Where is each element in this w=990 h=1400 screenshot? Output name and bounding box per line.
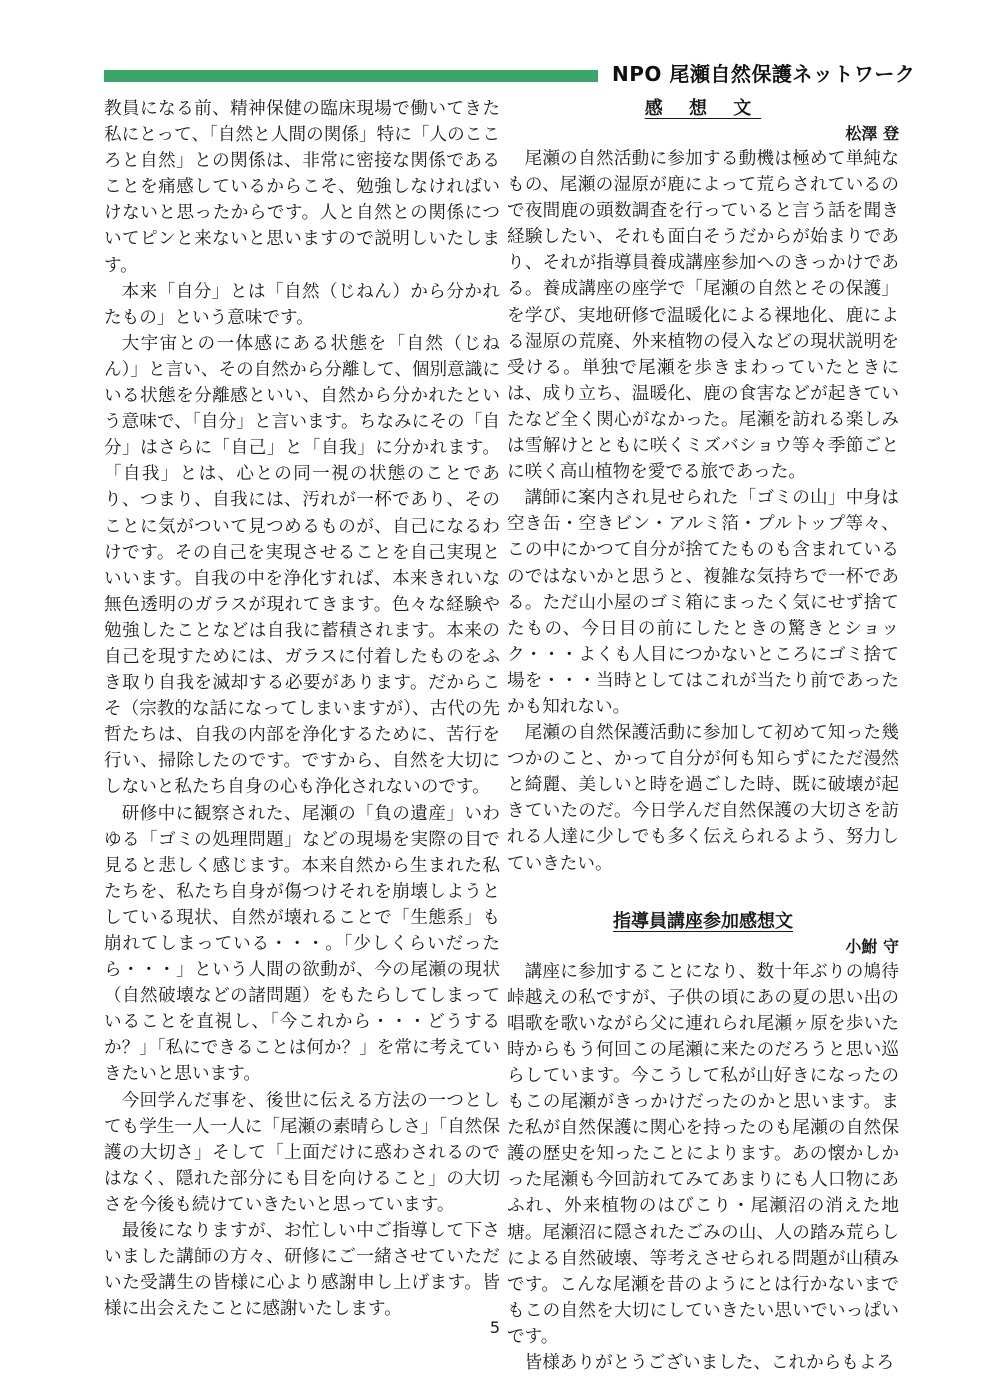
newsletter-title: NPO 尾瀬自然保護ネットワーク (612, 62, 916, 86)
left-paragraph-2: 本来「自分」とは「自然（じねん）から分かれたもの」という意味です。 (104, 281, 500, 328)
left-column (104, 96, 500, 1322)
essay2-title: 指導員講座参加感想文 (613, 910, 793, 932)
section-spacer (507, 877, 899, 909)
header-rule (104, 70, 598, 82)
essay1-title: 感 想 文 (644, 98, 762, 119)
left-paragraph-5: 今回学んだ事を、後世に伝える方法の一つとしても学生一人一人に「尾瀬の素晴らしさ」「自然保護の大切さ」そして「上面だけに惑わされるのではなく、隠れた部分にも目を向けること」の大切さを今後も続けていきたいと思っています。 (104, 1090, 500, 1215)
left-paragraph-6: 最後になりますが、お忙しい中ご指導して下さいました講師の方々、研修にご一緒させていただいた受講生の皆様に心より感謝申し上げます。皆様に出会えたことに感謝いたします。 (104, 1221, 500, 1320)
essay2-paragraph-1: 講座に参加することになり、数十年ぶりの鳩待峠越えの私ですが、子供の頃にあの夏の思い出の唱歌を歌いながら父に連れられ尾瀬ヶ原を歩いた時からもう何回この尾瀬に来たのだろうと思い巡らしています。今こうして私が山好きになったのもこの尾瀬がきっかけだったのかと思います。また私が自然保護に関心を持ったのも尾瀬の自然保護の歴史を知ったことによります。あの懐かしかった尾瀬も今回訪れてみてあまりにも人口物にあふれ、外来植物のはびこり・尾瀬沼の消えた地塘。尾瀬沼に隠されたごみの山、人の踏み荒らしによる自然破壊、等考えさせられる問題が山積みです。こんな尾瀬を昔のようにとは行かないまでもこの自然を大切にしていきたい思いでいっぱいです。 (507, 961, 899, 1347)
essay1-paragraph-1: 尾瀬の自然活動に参加する動機は極めて単純なもの、尾瀬の湿原が鹿によって荒らされているので夜間鹿の頭数調査を行っていると言う話を聞き経験したい、それも面白そうだからが始まりであり、それが指導員養成講座参加へのきっかけである。養成講座の座学で「尾瀬の自然とその保護」を学び、実地研修で温暖化による裸地化、鹿による湿原の荒廃、外来植物の侵入などの現状説明を受ける。単独で尾瀬を歩きまわっていたときには、成り立ち、温暖化、鹿の食害などが起きていたなど全く関心がなかった。尾瀬を訪れる楽しみは雪解けとともに咲くミズバショウ等々季節ごとに咲く高山植物を愛でる旅であった。 (507, 149, 899, 483)
left-paragraph-3: 大宇宙との一体感にある状態を「自然（じねん）」と言い、その自然から分離して、個別意識にいる状態を分離感といい、自然から分かれたという意味で、「自分」と言います。ちなみにその「自分」はさらに「自己」と「自我」に分かれます。「自我」とは、心との同一視の状態のことであり、つまり、自我には、汚れが一杯であり、そのことに気がついて見つめるものが、自己になるわけです。その自己を実現させることを自己実現といいます。自我の中を浄化すれば、本来きれいな無色透明のガラスが現れてきます。色々な経験や勉強したことなどは自我に蓄積されます。本来の自己を現すためには、ガラスに付着したものをふき取り自我を滅却する必要があります。だからこそ（宗教的な話になってしまいますが）、古代の先哲たちは、自我の内部を浄化するために、苦行を行い、掃除したのです。ですから、自然を大切にしないと私たち自身の心も浄化されないのです。 (104, 333, 500, 798)
essay2-paragraph-2: 皆様ありがとうございました、これからもよろ (524, 1353, 895, 1374)
essay2-author: 小鮒 守 (845, 936, 899, 956)
page-number: 5 (489, 1318, 501, 1337)
essay1-paragraph-2: 講師に案内され見せられた「ゴミの山」中身は空き缶・空きビン・アルミ箔・プルトップ等々、この中にかつて自分が捨てたものも含まれているのではないかと思うと、複雑な気持ちで一杯である。ただ山小屋のゴミ箱にまったく気にせず捨てたもの、今日目の前にしたときの驚きとショック・・・よくも人目につかないところにゴミ捨て場を・・・当時としてはこれが当たり前であったかも知れない。 (507, 488, 899, 717)
left-paragraph-1: 教員になる前、精神保健の臨床現場で働いてきた私にとって、「自然と人間の関係」特に「人のこころと自然」との関係は、非常に密接な関係であることを痛感しているからこそ、勉強しなければいけないと思ったからです。人と自然との関係についてピンと来ないと思いますので説明しいたします。 (104, 99, 500, 276)
left-paragraph-4: 研修中に観察された、尾瀬の「負の遺産」いわゆる「ゴミの処理問題」などの現場を実際の目で見ると悲しく感じます。本来自然から生まれた私たちを、私たち自身が傷つけそれを崩壊しようとしている現状、自然が壊れることで「生態系」も崩れてしまっている・・・。「少しくらいだったら・・・」という人間の欲動が、今の尾瀬の現状（自然破壊などの諸問題）をもたらしてしまっていることを直視し、「今これから・・・どうするか？」「私にできることは何か？」を常に考えていきたいと思います。 (104, 803, 500, 1085)
essay1-paragraph-3: 尾瀬の自然保護活動に参加して初めて知った幾つかのこと、かって自分が何も知らずにただ漫然と綺麗、美しいと時を過ごした時、既に破壊が起きていたのだ。今日学んだ自然保護の大切さを訪れる人達に少しでも多く伝えられるよう、努力していきたい。 (507, 723, 899, 874)
right-column (507, 96, 899, 1376)
essay1-author: 松澤 登 (845, 124, 899, 143)
